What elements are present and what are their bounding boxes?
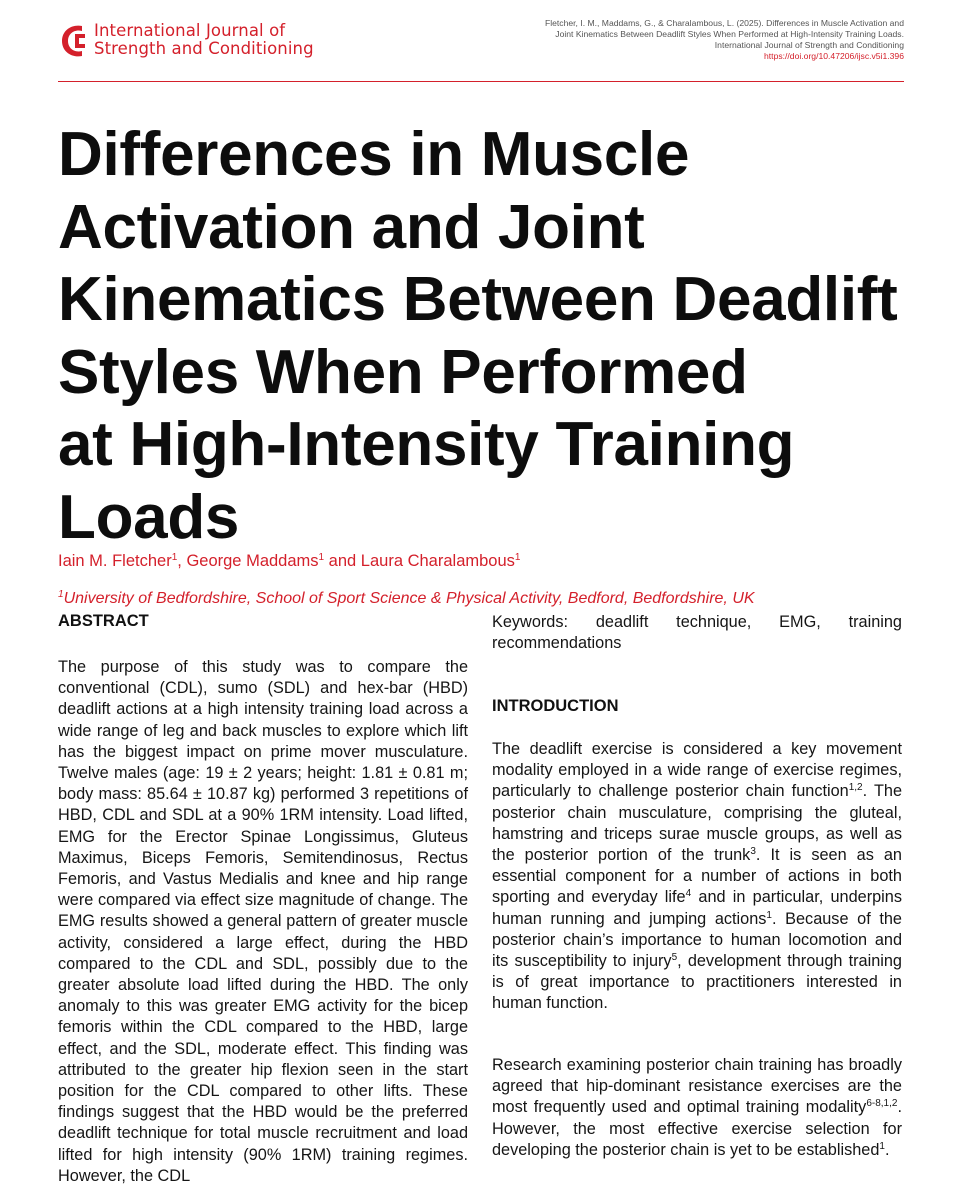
affiliation-text: University of Bedfordshire, School of Sport Science & Physical Activity, Bedford, Bedfordshire, UK <box>63 590 755 607</box>
journal-logo-icon <box>58 23 88 59</box>
author-separator: and <box>324 552 361 570</box>
keywords-text: deadlift technique, EMG, training recommendations <box>492 613 902 653</box>
citation-line1: Fletcher, I. M., Maddams, G., & Charalambous, L. (2025). Differences in Muscle Activation and <box>544 18 904 28</box>
text-run: and in particular, underpins human running and jumping actions <box>492 888 902 928</box>
text-run: The deadlift exercise is considered a key movement modality employed in a wide range of exercise regimes, particularly to challenge posterior chain function <box>492 740 902 801</box>
author-affiliation-marker: 1 <box>171 552 178 563</box>
doi-link[interactable]: https://doi.org/10.47206/ijsc.v5i1.396 <box>764 51 904 61</box>
author-list <box>58 552 520 571</box>
introduction-heading: INTRODUCTION <box>492 697 619 715</box>
citation-marker: 3 <box>750 846 756 858</box>
citation-line3: International Journal of Strength and Conditioning <box>714 40 904 50</box>
affiliation-marker: 1 <box>58 589 64 600</box>
citation-marker: 6-8,1,2 <box>866 1098 898 1110</box>
article-title <box>58 119 918 554</box>
author-affiliation-marker: 1 <box>514 552 521 563</box>
text-run: Research examining posterior chain training has broadly agreed that hip-dominant resistance exercises are the most frequently used and optimal training modality <box>492 1056 902 1117</box>
title-line-5: at High-Intensity Training <box>58 410 795 479</box>
title-line-4: Styles When Performed <box>58 337 748 407</box>
keywords-label: Keywords: <box>492 613 569 631</box>
title-line-1: Differences in Muscle <box>58 120 690 189</box>
text-run: . It is seen as an essential component for a number of actions in both sporting and everyday life <box>492 846 902 907</box>
affiliation <box>58 590 755 608</box>
header-divider <box>58 81 904 82</box>
journal-logo <box>58 22 314 59</box>
citation-block <box>464 18 904 62</box>
introduction-paragraph-1 <box>492 739 902 1015</box>
journal-header <box>58 18 904 80</box>
text-run: . <box>884 1140 890 1159</box>
author-affiliation-marker: 1 <box>318 552 325 563</box>
text-run: , development through training is of great importance to practitioners interested in human function. <box>492 952 902 1013</box>
journal-name-line1: International Journal of <box>94 21 286 40</box>
citation-line2: Joint Kinematics Between Deadlift Styles When Performed at High-Intensity Training Loads. <box>555 29 904 39</box>
title-line-6: Loads <box>58 482 240 552</box>
text-run: . The posterior chain musculature, comprising the gluteal, hamstring and triceps surae muscle groups, as well as the posterior portion of the trunk <box>492 782 902 865</box>
abstract-text: The purpose of this study was to compare the conventional (CDL), sumo (SDL) and hex-bar (HBD) deadlift actions at a high intensity training load across a wide range of leg and back muscles to explore which lift has the biggest impact on prime mover musculature. Twelve males (age: 19 ± 2 years; height: 1.81 ± 0.81 m; body mass: 85.64 ± 10.87 kg) performed 3 repetitions of HBD, CDL and SDL at a 90% 1RM intensity. Load lifted, EMG for the Erector Spinae Longissimus, Gluteus Maximus, Biceps Femoris, Semitendinosus, Rectus Femoris, and Vastus Medialis and knee and hip range were compared via effect size magnitude of change. The EMG results showed a general pattern of greater muscle activity, considered a large effect, during the HBD compared to the CDL and SDL, possibly due to the greater absolute load lifted during the HBD. The only anomaly to this was greater EMG activity for the bicep femoris within the CDL compared to the HBD, large effect, and the SDL, moderate effect. This finding was attributed to the greater hip flexion seen in the start position for the CDL compared to other lifts. These findings suggest that the HBD would be the preferred deadlift technique for total muscle recruitment and load lifted for high intensity (90% 1RM) training regimes. However, the CDL <box>58 658 468 1185</box>
author-name: Iain M. Fletcher <box>58 552 172 570</box>
author-name: George Maddams <box>186 552 319 570</box>
citation-marker: 1 <box>879 1140 885 1152</box>
keywords <box>492 612 902 654</box>
citation-marker: 1 <box>766 909 772 921</box>
author-name: Laura Charalambous <box>360 552 515 570</box>
citation-marker: 5 <box>671 952 678 964</box>
introduction-paragraph-2 <box>492 1055 902 1161</box>
citation-marker: 4 <box>685 888 692 900</box>
title-line-2: Activation and Joint <box>58 192 645 262</box>
author-separator: , <box>177 552 187 570</box>
journal-name-line2: Strength and Conditioning <box>94 39 314 58</box>
title-line-3: Kinematics Between Deadlift <box>58 265 898 334</box>
text-run: . Because of the posterior chain’s importance to human locomotion and its susceptibility to injury <box>492 909 902 971</box>
text-run: . However, the most effective exercise selection for developing the posterior chain is yet to be established <box>492 1098 902 1159</box>
journal-name <box>94 22 314 58</box>
abstract-heading: ABSTRACT <box>58 612 149 630</box>
citation-marker: 1,2 <box>848 782 863 794</box>
